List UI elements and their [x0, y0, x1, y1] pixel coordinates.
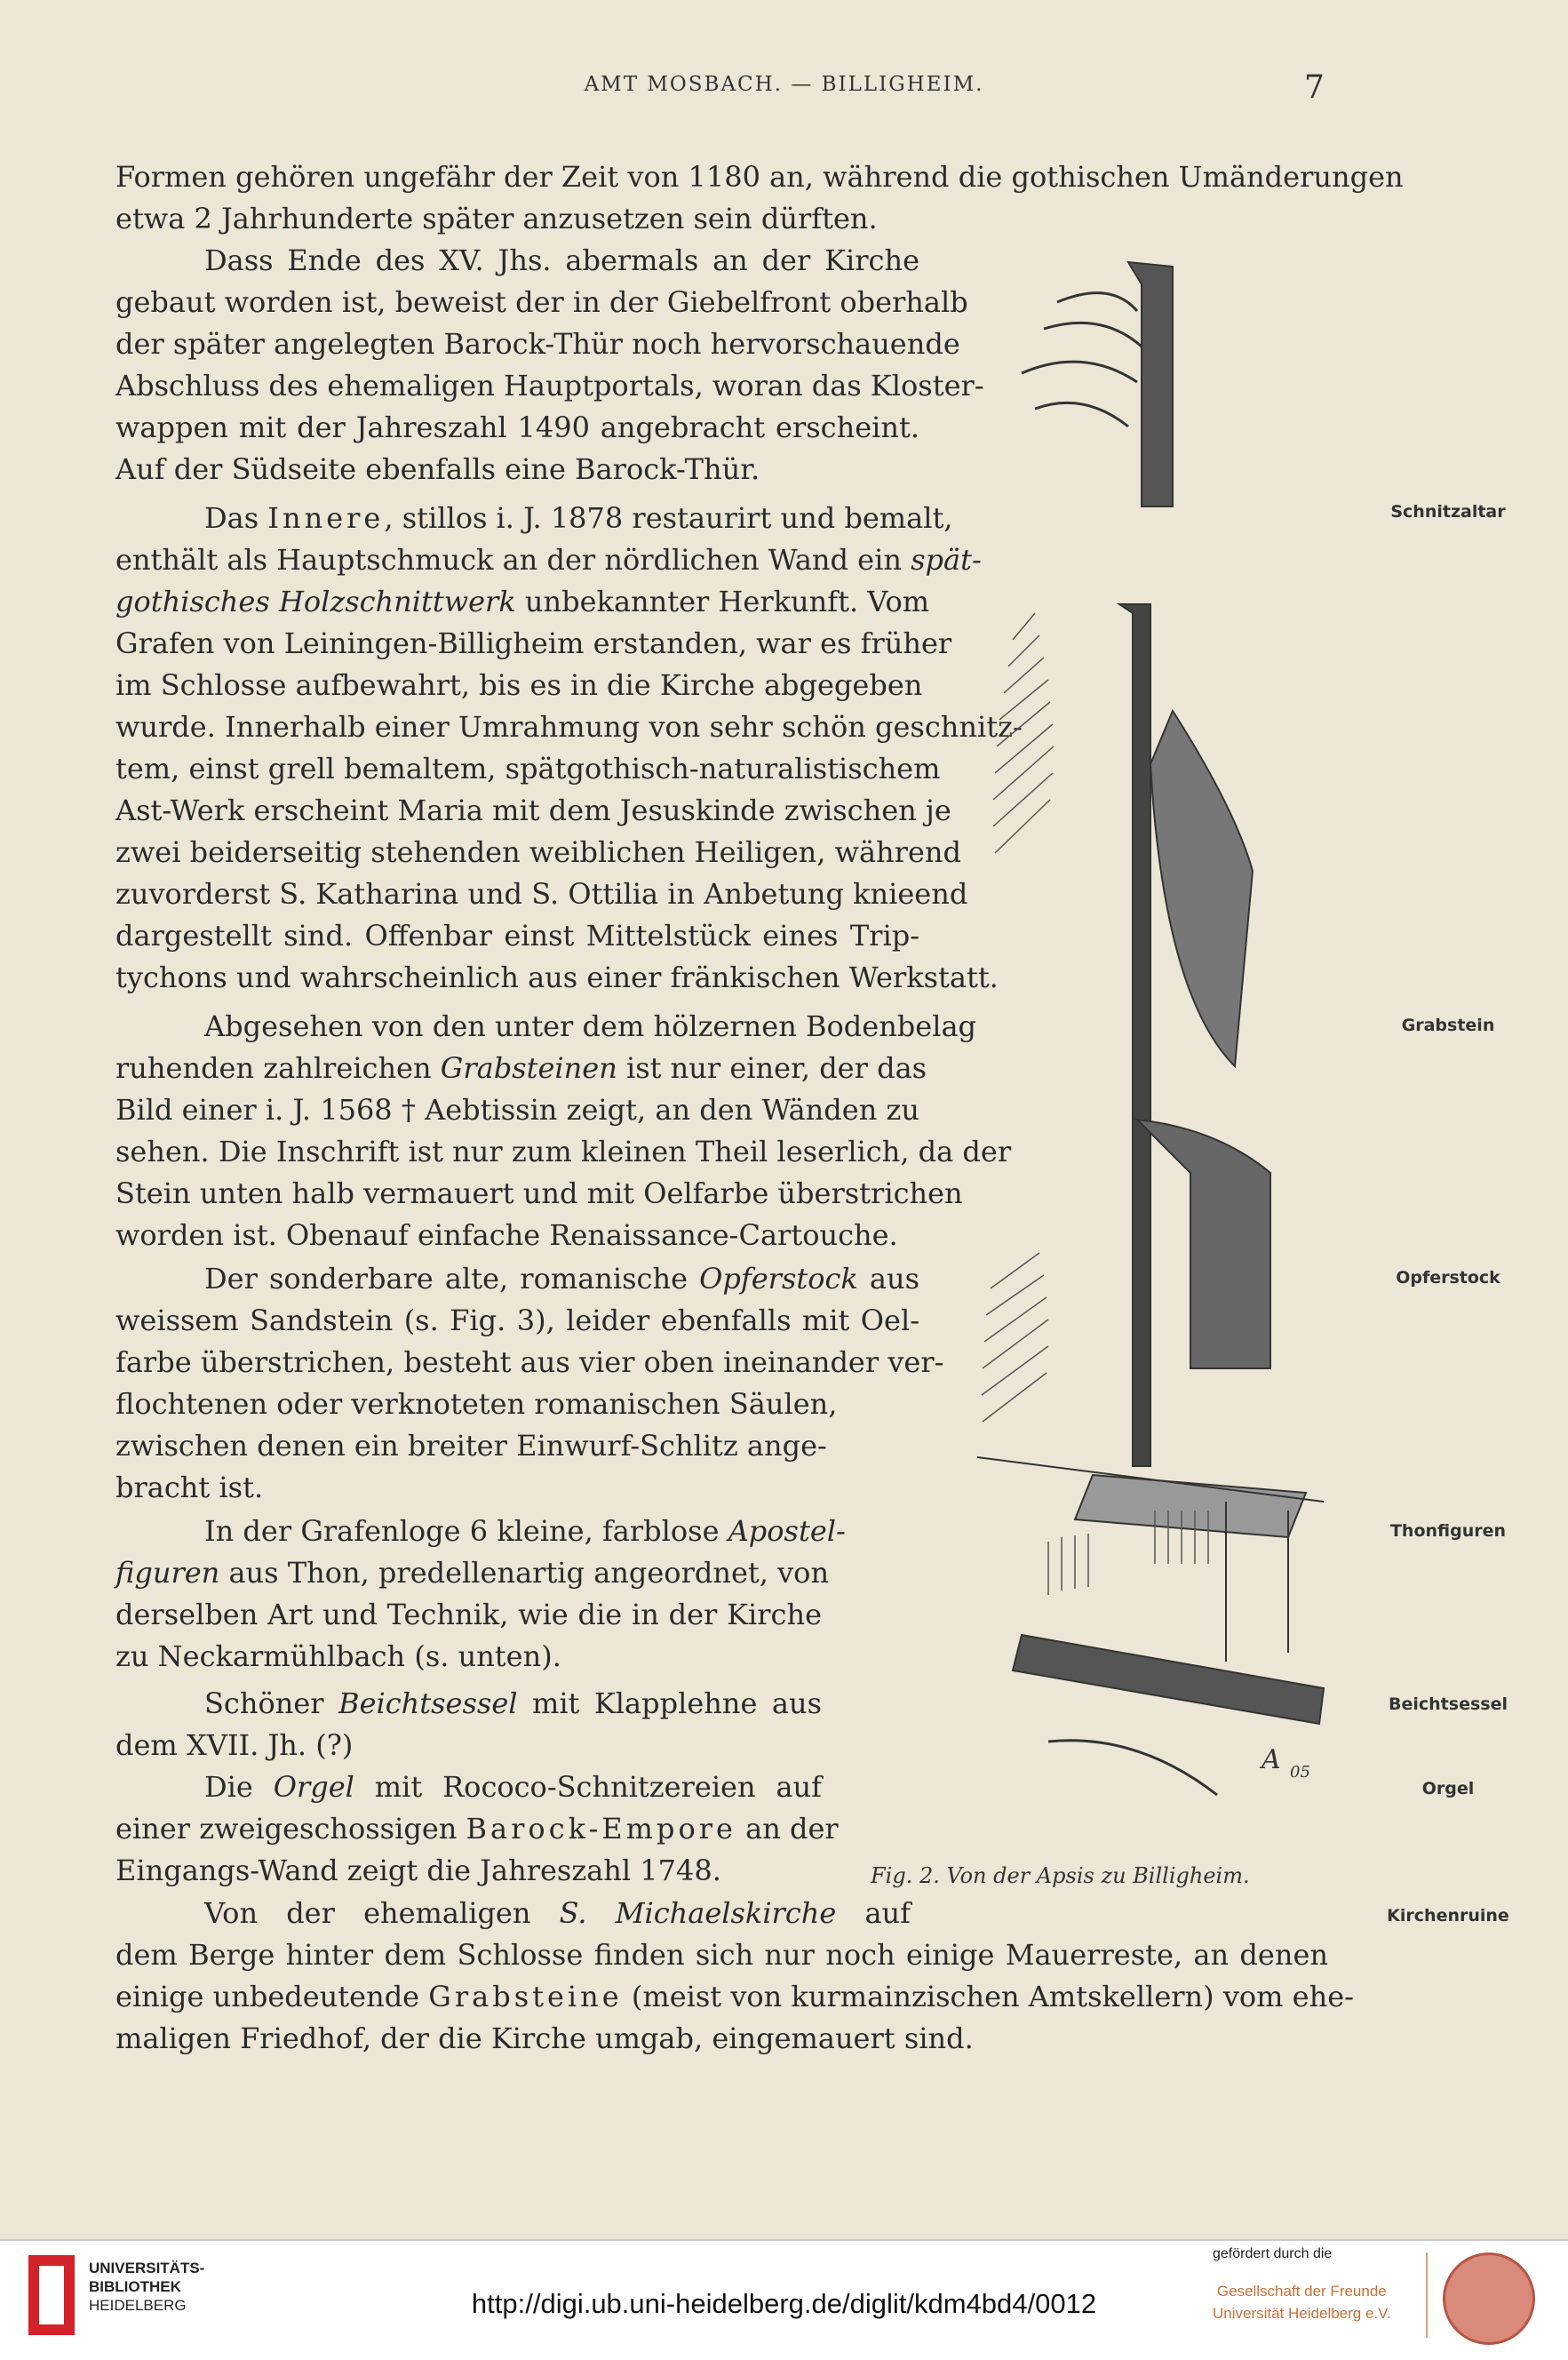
text-line: Eingangs-Wand zeigt die Jahreszahl 1748. [115, 1854, 721, 1887]
footer-divider [1426, 2252, 1428, 2338]
text-line: zwischen denen ein breiter Einwurf-Schlitz ange- [115, 1429, 827, 1463]
text-line: Von der ehemaligen S. Michaelskirche auf [204, 1896, 911, 1930]
text-line: Ast-Werk erscheint Maria mit dem Jesuskinde zwischen je [115, 793, 951, 827]
margin-note-thonfiguren: Thonfiguren [1389, 1521, 1507, 1541]
paragraph-2 [115, 240, 984, 490]
margin-note-orgel: Orgel [1421, 1779, 1475, 1798]
margin-note-grabstein: Grabstein [1401, 1016, 1495, 1035]
text-line: Auf der Südseite ebenfalls eine Barock-Thür. [115, 452, 760, 486]
paragraph-7 [115, 1683, 822, 1766]
paragraph-3 [115, 498, 1023, 999]
text-line: bracht ist. [115, 1471, 264, 1504]
text-line: ruhenden zahlreichen Grabsteinen ist nur einer, der das [115, 1051, 927, 1085]
text-line: tem, einst grell bemaltem, spätgothisch-naturalistischem [115, 752, 941, 785]
text-line: wappen mit der Jahreszahl 1490 angebracht erscheint. [115, 411, 919, 444]
library-name: UNIVERSITÄTS- BIBLIOTHEK HEIDELBERG [89, 2260, 205, 2314]
text-line: etwa 2 Jahrhunderte später anzusetzen sein dürften. [115, 202, 878, 235]
text-line: Das Innere, stillos i. J. 1878 restaurirt und bemalt, [204, 501, 953, 535]
margin-note-beichtsessel: Beichtsessel [1389, 1694, 1508, 1714]
paragraph-6 [115, 1511, 846, 1678]
text-line: gothisches Holzschnittwerk unbekannter Herkunft. Vom [115, 585, 930, 618]
text-line: zu Neckarmühlbach (s. unten). [115, 1639, 561, 1673]
sponsor-name: Gesellschaft der Freunde Universität Heidelberg e.V. [1213, 2283, 1391, 2322]
text-line: tychons und wahrscheinlich aus einer fränkischen Werkstatt. [115, 961, 999, 994]
text-line: Bild einer i. J. 1568 † Aebtissin zeigt, an den Wänden zu [115, 1093, 919, 1127]
university-seal-icon [1443, 2252, 1535, 2345]
sponsor-heading: gefördert durch die [1213, 2246, 1333, 2261]
text-line: einige unbedeutende Grabsteine (meist von kurmainzischen Amtskellern) vom ehe- [115, 1980, 1354, 2013]
text-line: maligen Friedhof, der die Kirche umgab, eingemauert sind. [115, 2021, 974, 2055]
running-header: AMT MOSBACH. — BILLIGHEIM. [584, 73, 984, 96]
text-line: Stein unten halb vermauert und mit Oelfarbe überstrichen [115, 1176, 963, 1210]
text-line: dargestellt sind. Offenbar einst Mittelstück eines Trip- [115, 919, 919, 953]
text-line: zuvorderst S. Katharina und S. Ottilia in Anbetung knieend [115, 877, 968, 911]
margin-note-opferstock: Opferstock [1396, 1268, 1500, 1288]
digitization-url[interactable]: http://digi.ub.uni-heidelberg.de/diglit/kdm4bd4/0012 [471, 2288, 1097, 2319]
text-line: wurde. Innerhalb einer Umrahmung von sehr schön geschnitz- [115, 710, 1023, 744]
apse-figure-engraving [844, 231, 1377, 1902]
margin-note-kirchenruine: Kirchenruine [1387, 1906, 1509, 1925]
text-line: sehen. Die Inschrift ist nur zum kleinen Theil leserlich, da der [115, 1135, 1012, 1168]
text-line: Formen gehören ungefähr der Zeit von 1180 an, während die gothischen Umänderungen [115, 160, 1404, 194]
text-line: flochtenen oder verknoteten romanischen Säulen, [115, 1387, 838, 1421]
text-line: Dass Ende des XV. Jhs. abermals an der Kirche [204, 243, 919, 277]
text-line: Schöner Beichtsessel mit Klapplehne aus [204, 1686, 823, 1720]
text-line: im Schlosse aufbewahrt, bis es in die Kirche abgegeben [115, 668, 923, 702]
text-line: Abgesehen von den unter dem hölzernen Bodenbelag [204, 1009, 977, 1043]
paragraph-4 [115, 1006, 1012, 1256]
text-line: zwei beiderseitig stehenden weiblichen Heiligen, während [115, 835, 961, 869]
text-line: dem Berge hinter dem Schlosse finden sich nur noch einige Mauerreste, an denen [115, 1938, 1328, 1972]
paragraph-9 [115, 1893, 1354, 2060]
text-line: einer zweigeschossigen Barock-Empore an der [115, 1812, 839, 1846]
text-line: Abschluss des ehemaligen Hauptportals, woran das Kloster- [115, 369, 984, 403]
text-line: Der sonderbare alte, romanische Opferstock aus [204, 1262, 920, 1296]
text-line: figuren aus Thon, predellenartig angeordnet, von [115, 1556, 830, 1590]
paragraph-1 [115, 156, 1404, 240]
text-line: farbe überstrichen, besteht aus vier oben ineinander ver- [115, 1345, 944, 1379]
text-line: dem XVII. Jh. (?) [115, 1728, 354, 1762]
text-line: In der Grafenloge 6 kleine, farblose Apostel- [204, 1514, 846, 1548]
figure-caption: Fig. 2. Von der Apsis zu Billigheim. [871, 1863, 1250, 1888]
paragraph-8 [115, 1766, 839, 1892]
text-line: Die Orgel mit Rococo-Schnitzereien auf [204, 1770, 822, 1804]
text-line: der später angelegten Barock-Thür noch hervorschauende [115, 327, 960, 361]
figure-signature: 05 [1290, 1763, 1310, 1782]
text-line: weissem Sandstein (s. Fig. 3), leider ebenfalls mit Oel- [115, 1304, 919, 1337]
text-line: worden ist. Obenauf einfache Renaissance-Cartouche. [115, 1218, 898, 1252]
margin-note-schnitzaltar: Schnitzaltar [1390, 502, 1506, 522]
paragraph-5 [115, 1258, 944, 1509]
svg-text:A: A [1262, 1744, 1281, 1775]
text-line: enthält als Hauptschmuck an der nördlichen Wand ein spät- [115, 543, 982, 577]
text-line: Grafen von Leiningen-Billigheim erstanden, war es früher [115, 626, 952, 660]
text-line: derselben Art und Technik, wie die in der Kirche [115, 1598, 822, 1631]
text-line: gebaut worden ist, beweist der in der Giebelfront oberhalb [115, 285, 968, 319]
page-number: 7 [1304, 69, 1325, 106]
